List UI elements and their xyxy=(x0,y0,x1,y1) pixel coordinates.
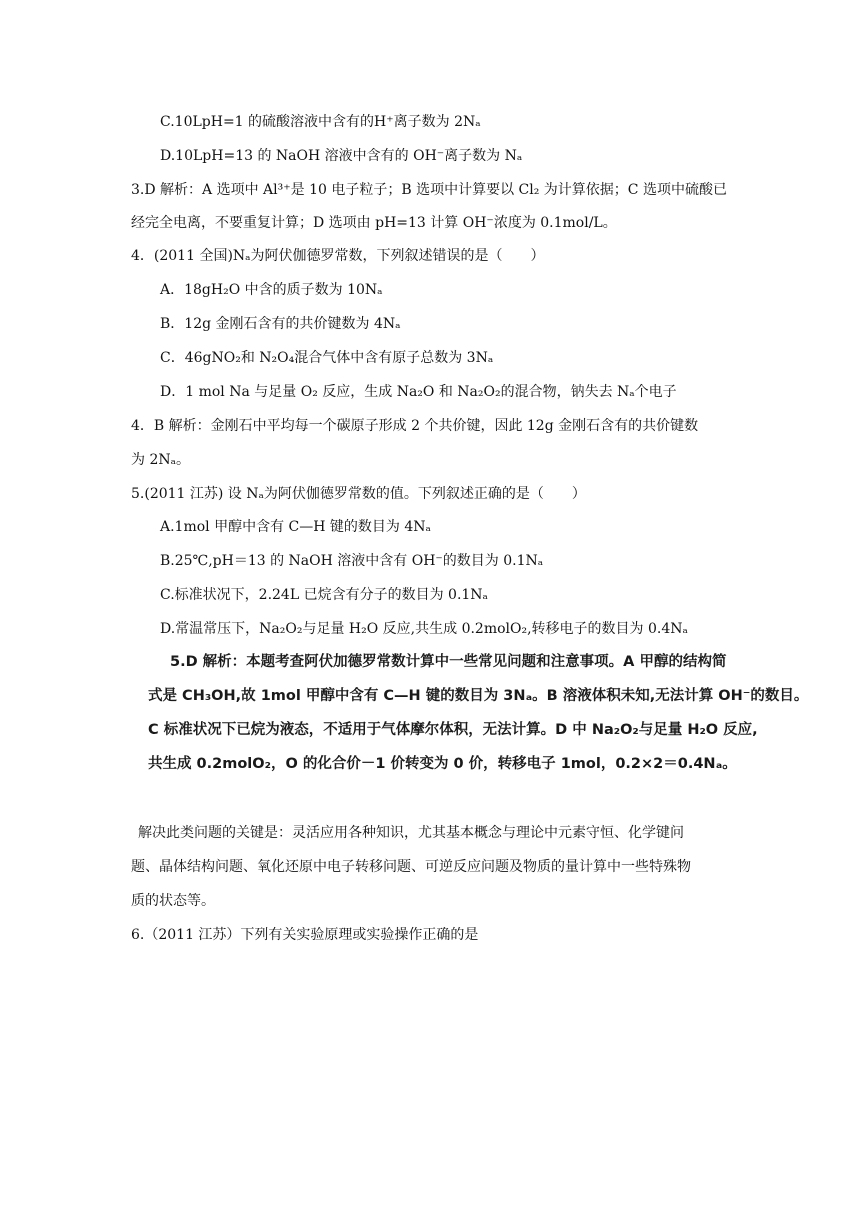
question-5-option-b: B.25℃,pH＝13 的 NaOH 溶液中含有 OH⁻的数目为 0.1Nₐ xyxy=(160,553,544,569)
question-4-option-b: B．12g 金刚石含有的共价键数为 4Nₐ xyxy=(160,316,401,332)
answer-3-line-1: 3.D 解析：A 选项中 Al³⁺是 10 电子粒子；B 选项中计算要以 Cl₂ 为计算依据；C 选项中硫酸已 xyxy=(131,182,727,198)
answer-5-line-2: 式是 CH₃OH,故 1mol 甲醇中含有 C—H 键的数目为 3Nₐ。B 溶液体积未知,无法计算 OH⁻的数目。 xyxy=(148,688,809,704)
question-5-option-a: A.1mol 甲醇中含有 C—H 键的数目为 4Nₐ xyxy=(160,519,431,535)
summary-line-2: 题、晶体结构问题、氧化还原中电子转移问题、可逆反应问题及物质的量计算中一些特殊物 xyxy=(131,859,691,875)
answer-4-line-1: 4．B 解析：金刚石中平均每一个碳原子形成 2 个共价键，因此 12g 金刚石含有的共价键数 xyxy=(131,418,699,434)
question-3-option-d: D.10LpH=13 的 NaOH 溶液中含有的 OH⁻离子数为 Nₐ xyxy=(160,148,523,164)
question-5-option-c: C.标准状况下，2.24L 已烷含有分子的数目为 0.1Nₐ xyxy=(160,587,488,603)
summary-line-3: 质的状态等。 xyxy=(131,893,215,909)
question-3-option-c: C.10LpH=1 的硫酸溶液中含有的H⁺离子数为 2Nₐ xyxy=(160,114,481,130)
question-5-stem: 5.(2011 江苏) 设 Nₐ为阿伏伽德罗常数的值。下列叙述正确的是（ ） xyxy=(131,486,586,502)
answer-5-line-4: 共生成 0.2molO₂，O 的化合价－1 价转变为 0 价，转移电子 1mol，0.2×2＝0.4Nₐ。 xyxy=(148,756,737,772)
question-5-option-d: D.常温常压下，Na₂O₂与足量 H₂O 反应,共生成 0.2molO₂,转移电子的数目为 0.4Nₐ xyxy=(160,621,688,637)
answer-3-line-2: 经完全电离，不要重复计算；D 选项由 pH=13 计算 OH⁻浓度为 0.1mol/L。 xyxy=(131,215,617,231)
question-4-stem: 4．(2011 全国)Nₐ为阿伏伽德罗常数，下列叙述错误的是（ ） xyxy=(131,248,545,264)
question-4-option-c: C．46gNO₂和 N₂O₄混合气体中含有原子总数为 3Nₐ xyxy=(160,350,494,366)
answer-4-line-2: 为 2Nₐ。 xyxy=(131,452,191,468)
answer-5-line-3: C 标准状况下已烷为液态，不适用于气体摩尔体积，无法计算。D 中 Na₂O₂与足量 H₂O 反应, xyxy=(148,722,758,738)
question-6-stem: 6.（2011 江苏）下列有关实验原理或实验操作正确的是 xyxy=(131,927,479,943)
question-4-option-a: A．18gH₂O 中含的质子数为 10Nₐ xyxy=(160,282,383,298)
answer-5-line-1: 5.D 解析：本题考查阿伏加德罗常数计算中一些常见问题和注意事项。A 甲醇的结构简 xyxy=(170,654,727,670)
question-4-option-d: D．1 mol Na 与足量 O₂ 反应，生成 Na₂O 和 Na₂O₂的混合物，钠失去 Nₐ个电子 xyxy=(160,384,677,400)
summary-line-1: 解决此类问题的关键是：灵活应用各种知识，尤其基本概念与理论中元素守恒、化学键问 xyxy=(138,825,684,841)
